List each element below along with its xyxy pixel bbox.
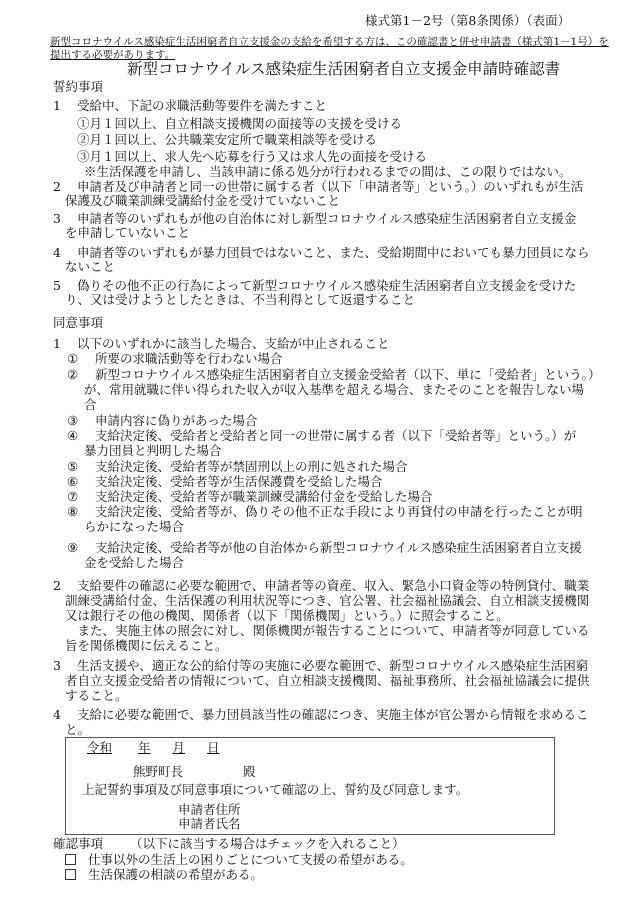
item-text: 受給中、下記の求職活動等要件を満たすこと: [77, 98, 328, 113]
item-text: 生活支援や、適正な公的給付等の実施に必要な範囲で、新型コロナウイルス感染症生活困窮: [77, 658, 589, 673]
confirm-heading: 確認事項: [53, 836, 104, 851]
requirement-item: ②月１回以上、公共職業安定所で職業相談等を受ける: [77, 132, 378, 147]
check-label: 仕事以外の生活上の困りごとについて支援の希望がある。: [88, 852, 413, 867]
condition-text: 支給決定後、受給者と受給者と同一の世帯に属する者（以下「受給者等」という。）が: [95, 428, 577, 443]
item-text: すること。: [65, 688, 128, 703]
condition-number: ③: [67, 413, 79, 428]
item-text: 又は銀行その他の機関、関係者（以下「関係機関」という。）に照会すること。: [65, 608, 509, 623]
item-text: と。: [65, 722, 91, 737]
signature-box: [65, 737, 555, 835]
notice-line-1: 新型コロナウイルス感染症生活困窮者自立支援金の支給を希望する方は、この確認書と併せ申請書（様式第1－1号）を: [50, 36, 609, 48]
item-number: 3: [53, 658, 61, 673]
item-number: 2: [53, 179, 61, 194]
condition-text: 支給決定後、受給者等が、偽りその他不正な手段により再貸付の申請を行ったことが明: [95, 504, 583, 519]
item-number: 4: [53, 245, 61, 260]
item-number: 4: [53, 707, 61, 722]
check-item-welfare[interactable]: [65, 867, 263, 882]
item-number: 1: [53, 98, 61, 113]
consent-heading: 同意事項: [53, 315, 104, 330]
month-label: 月: [172, 740, 186, 755]
item-text: 保護及び職業訓練受講給付金を受けていないこと: [65, 193, 341, 208]
item-text: 旨を関係機関に伝えること。: [65, 638, 228, 653]
day-label: 日: [207, 740, 220, 755]
date-field[interactable]: [87, 740, 220, 755]
condition-text: 支給決定後、受給者等が他の自治体から新型コロナウイルス感染症生活困窮者自立支援: [95, 540, 582, 555]
checkbox[interactable]: [65, 854, 76, 865]
condition-text: 合: [84, 397, 97, 412]
condition-number: ⑨: [67, 540, 79, 555]
pledge-heading: 誓約事項: [53, 79, 104, 94]
requirement-item: ①月１回以上、自立相談支援機関の面接等の支援を受ける: [77, 116, 403, 131]
condition-text: 支給決定後、受給者等が職業訓練受講給付金を受給した場合: [95, 489, 433, 504]
item-text: 者自立支援金受給者の情報について、自立相談支援機関、福祉事務所、社会福祉協議会に提供: [65, 673, 590, 688]
consent-statement: 上記誓約事項及び同意事項について確認の上、誓約及び同意します。: [82, 782, 469, 797]
item-text: また、実施主体の照会に対し、関係機関が報告することについて、申請者等が同意している: [65, 623, 590, 638]
condition-number: ①: [67, 351, 79, 366]
condition-text: 金を受給した場合: [84, 555, 185, 570]
check-label: 生活保護の相談の希望がある。: [88, 867, 264, 882]
item-number: 2: [53, 578, 61, 593]
condition-number: ⑧: [67, 504, 79, 519]
checkbox[interactable]: [65, 869, 76, 880]
condition-text: 所要の求職活動等を行わない場合: [95, 351, 283, 366]
condition-text: 暴力団員と判明した場合: [84, 443, 222, 458]
confirm-instruction: （以下に該当する場合はチェックを入れること）: [130, 836, 405, 851]
condition-text: らかになった場合: [84, 519, 185, 534]
requirement-item: ③月１回以上、求人先へ応募を行う又は求人先の面接を受ける: [77, 149, 428, 164]
applicant-address-label: 申請者住所: [178, 802, 241, 817]
item-text: 申請者等のいずれもが暴力団員ではないこと、また、受給期間中においても暴力団員になら: [77, 245, 590, 260]
item-text: ないこと: [65, 259, 116, 274]
addressee: 熊野町長: [133, 764, 184, 779]
item-text: 偽りその他不正の行為によって新型コロナウイルス感染症生活困窮者自立支援金を受けた: [77, 278, 577, 293]
page-title: 新型コロナウイルス感染症生活困窮者自立支援金申請時確認書: [127, 60, 561, 78]
condition-number: ⑥: [67, 474, 79, 489]
condition-number: ④: [67, 428, 79, 443]
item-number: 5: [53, 278, 61, 293]
item-text: 支給に必要な範囲で、暴力団員該当性の確認につき、実施主体が官公署から情報を求めるこ: [77, 707, 589, 722]
item-text: 以下のいずれかに該当した場合、支給が中止されること: [77, 336, 390, 351]
condition-text: が、常用就職に伴い得られた収入が収入基準を超える場合、またそのことを報告しない場: [84, 382, 585, 397]
era: 令和: [87, 740, 113, 755]
condition-number: ②: [67, 367, 79, 382]
condition-text: 支給決定後、受給者等が禁固刑以上の刑に処された場合: [95, 459, 408, 474]
item-text: り、又は受けようとしたときは、不当利得として返還すること: [65, 292, 416, 307]
year-label: 年: [138, 740, 151, 755]
condition-text: 申請内容に偽りがあった場合: [95, 413, 258, 428]
item-text: 訓練受講給付金、生活保護の利用状況等につき、官公署、社会福祉協議会、自立相談支援機関: [65, 593, 590, 608]
condition-number: ⑦: [67, 489, 79, 504]
item-text: を申請していないこと: [65, 225, 191, 240]
note: ※生活保護を申請し、当該申請に係る処分が行われるまでの間は、この限りではない。: [84, 164, 572, 179]
item-text: 申請者及び申請者と同一の世帯に属する者（以下「申請者等」という。）のいずれもが生活: [77, 179, 584, 194]
item-number: 1: [53, 336, 61, 351]
honorific: 殿: [243, 764, 256, 779]
item-text: 支給要件の確認に必要な範囲で、申請者等の資産、収入、緊急小口資金等の特例貸付、職業: [77, 578, 590, 593]
check-item-support[interactable]: [65, 852, 413, 867]
item-number: 3: [53, 211, 61, 226]
condition-number: ⑤: [67, 459, 79, 474]
condition-text: 新型コロナウイルス感染症生活困窮者自立支援金受給者（以下、単に「受給者」という。）: [95, 367, 601, 382]
applicant-name-label: 申請者氏名: [178, 816, 241, 831]
notice-line-2: 提出する必要があります。: [50, 49, 176, 61]
form-number: 様式第1－2号（第8条関係）（表面）: [365, 13, 571, 28]
condition-text: 支給決定後、受給者等が生活保護費を受給した場合: [95, 474, 383, 489]
item-text: 申請者等のいずれもが他の自治体に対し新型コロナウイルス感染症生活困窮者自立支援金: [77, 211, 577, 226]
